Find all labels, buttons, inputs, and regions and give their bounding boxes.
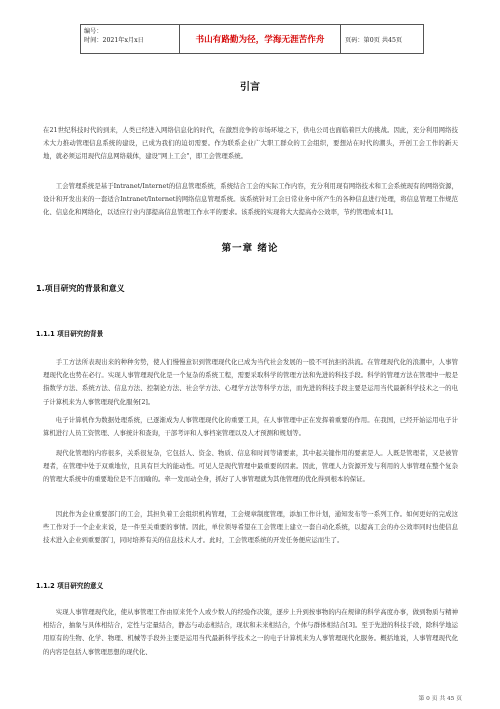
background-paragraph-3: 现代化管理的内容很多，关系很复杂，它包括人、资金、物质、信息和时间等诸要素，其中起关键作用的要素是人。人既是管理者，又是被管理者，在管理中处于双重地位，且具有巨大的能动性。可见人是现代管理中最重要的因素。因此，管理人力资源开发与利用的人事管理在整个复杂的管理大系统中的重要地位是不言而喻的。牵一发而动全身，抓好了人事管理就为其他管理的优化得到根本的保证。 — [43, 449, 458, 484]
intro-paragraph-1: 在21世纪科技时代的到来，人类已经进入网络信息化的时代，在激烈竞争的市场环境之下，供电公司也面临着巨大的挑战。因此，充分利用网络技术大力推动管理信息系统的建设，已成为我们的迫切需要。作为联系企业广大职工群众的工会组织，要想站在时代的潮头，开创工会工作的新天地，就必须运用现代信息网络载体，建设"网上工会"，即工会管理系统。 — [43, 126, 458, 161]
background-paragraph-1: 手工方法所表现出来的种种劣势，使人们慢慢意识到管理现代化已成为当代社会发展的一股不可抗拒的洪流。在管理现代化的浪潮中，人事管理现代化也势在必行。实现人事管理现代化是一个复杂的系统工程，需要采取科学的管理方法和先进的科技手段。科学的管理方法在管理中一般是指数学方法、系统方法、信息方法、控制论方法、社会学方法、心理学方法等科学方法，而先进的科技手段主要是运用当代最新科学技术之一的电子计算机来为人事管理现代化服务[2]。 — [43, 358, 458, 406]
header-page-info: 页码：第0页 共45页 — [345, 36, 403, 44]
page-footer: 第 0 页 共 45 页 — [418, 696, 462, 702]
subsection-heading-background: 1.1.1 项目研究的背景 — [36, 330, 104, 338]
background-paragraph-2: 电子计算机作为数据处理系统，已逐渐成为人事管理现代化的重要工具，在人事管理中正在发挥着重要的作用。在我国，已经开始运用电子计算机进行人员工资管理、人事统计和查询，干部考评和人事档案管理以及人才预测和规划等。 — [43, 416, 458, 438]
significance-paragraph-1: 实现人事管理现代化，使从事管理工作由原来凭个人或少数人的经验作决策，逐步上升到按事物的内在规律的科学高度办事，做到物质与精神相结合，抽象与具体相结合，定性与定量结合，静态与动态相结合，现状和未来相结合，个体与群体相结合[3]。至于先进的科技手段，除科学地运用原有的生物、化学、物理、机械等手段外主要是运用当代最新科学技术之一的电子计算机来为人事管理现代化服务。概括地说，人事管理现代化的内容是包括人事管理思想的现代化、 — [43, 608, 458, 656]
section-heading: 1.项目研究的背景和意义 — [36, 284, 125, 293]
header-motto: 书山有路勤为径，学海无涯苦作舟 — [180, 25, 341, 53]
number-label: 编号： — [84, 28, 103, 35]
document-title: 引言 — [240, 82, 260, 93]
time-label: 时间：2021年x月x日 — [84, 37, 144, 44]
header-table — [80, 24, 424, 54]
background-paragraph-4: 因此作为企业重要部门的工会，其担负着工会组织机构管理，工会规章制度管理，添加工作计划，通知发布等一系列工作。如何更好的完成这些工作对于一个企业来说，是一件至关重要的事情。因此，单位领导希望在工会管理上建立一套自动化系统，以提高工会的办公效率同时也使信息技术进入企业到重要部门，同时培养有关的信息技术人才。此时，工会管理系统的开发任务便应运而生了。 — [43, 510, 458, 545]
intro-paragraph-2: 工会管理系统是基于Intranet/Internet的信息管理系统，系统结合工会的实际工作内容，充分利用现有网络技术和工会系统现有的网络资源，设计和开发出来的一套适合Intranet/Internet的网络信息管理系统。该系统针对工会日常业务中所产生的各种信息进行处理，将信息管理工作规范化、信息化和网络化，以适应行业内部提高信息管理工作水平的要求。该系统的实现将大大提高办公效率，节约管理成本[1]。 — [43, 182, 458, 217]
subsection-heading-significance: 1.1.2 项目研究的意义 — [36, 582, 104, 590]
chapter-heading: 第一章 绪论 — [221, 243, 279, 254]
header-meta — [81, 25, 180, 53]
